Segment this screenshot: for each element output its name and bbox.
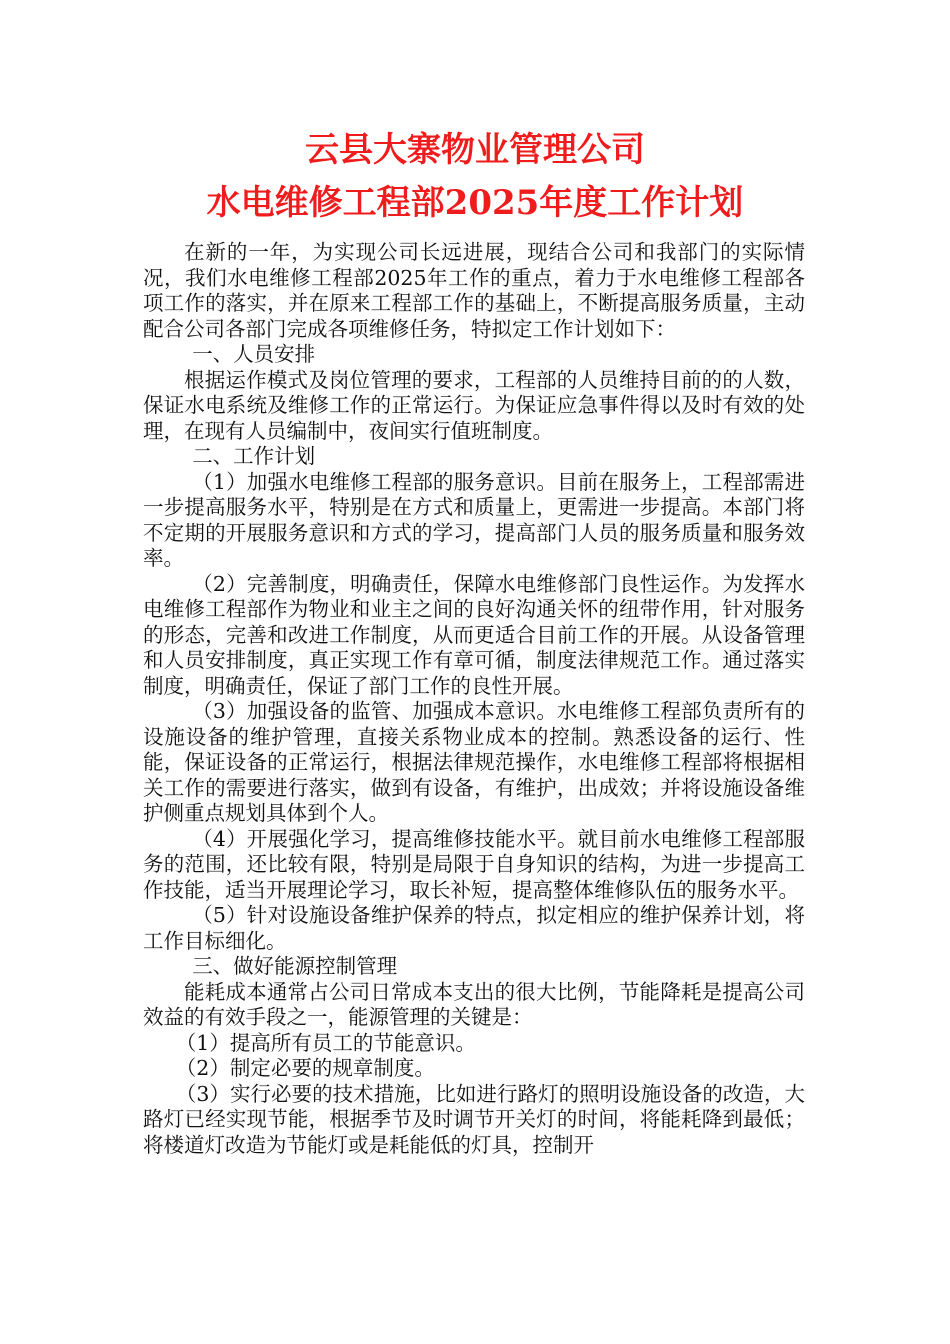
work-plan-item-5: （5）针对设施设备维护保养的特点，拟定相应的维护保养计划，将工作目标细化。	[143, 903, 805, 953]
paragraph-energy-intro: 能耗成本通常占公司日常成本支出的很大比例，节能降耗是提高公司效益的有效手段之一，能源管理的关键是：	[143, 979, 805, 1029]
work-plan-item-1: （1）加强水电维修工程部的服务意识。目前在服务上，工程部需进一步提高服务水平，特别是在方式和质量上，更需进一步提高。本部门将不定期的开展服务意识和方式的学习，提高部门人员的服务质量和服务效率。	[143, 469, 805, 570]
energy-item-3: （3）实行必要的技术措施，比如进行路灯的照明设施设备的改造，大路灯已经实现节能，根据季节及时调节开关灯的时间，将能耗降到最低；将楼道灯改造为节能灯或是耗能低的灯具，控制开	[143, 1081, 805, 1157]
section-heading-work-plan: 二、工作计划	[192, 444, 316, 468]
work-plan-item-4: （4）开展强化学习，提高维修技能水平。就目前水电维修工程部服务的范围，还比较有限，特别是局限于自身知识的结构，为进一步提高工作技能，适当开展理论学习，取长补短，提高整体维修队伍的服务水平。	[143, 826, 805, 902]
energy-item-1: （1）提高所有员工的节能意识。	[175, 1030, 476, 1055]
paragraph-intro: 在新的一年，为实现公司长远进展，现结合公司和我部门的实际情况，我们水电维修工程部2025年工作的重点，着力于水电维修工程部各项工作的落实，并在原来工程部工作的基础上，不断提高服务质量，主动配合公司各部门完成各项维修任务，特拟定工作计划如下：	[143, 240, 805, 341]
section-heading-energy: 三、做好能源控制管理	[192, 954, 398, 978]
energy-item-2: （2）制定必要的规章制度。	[175, 1056, 435, 1080]
section-heading-personnel: 一、人员安排	[192, 342, 316, 366]
work-plan-item-2: （2）完善制度，明确责任，保障水电维修部门良性运作。为发挥水电维修工程部作为物业和业主之间的良好沟通关怀的纽带作用，针对服务的形态，完善和改进工作制度，从而更适合目前工作的开展。从设备管理和人员安排制度，真正实现工作有章可循，制度法律规范工作。通过落实制度，明确责任，保证了部门工作的良性开展。	[143, 571, 805, 698]
document-body	[143, 240, 805, 1158]
paragraph-personnel: 根据运作模式及岗位管理的要求，工程部的人员维持目前的的人数，保证水电系统及维修工作的正常运行。为保证应急事件得以及时有效的处理，在现有人员编制中，夜间实行值班制度。	[143, 367, 805, 443]
work-plan-item-3: （3）加强设备的监管、加强成本意识。水电维修工程部负责所有的设施设备的维护管理，直接关系物业成本的控制。熟悉设备的运行、性能，保证设备的正常运行，根据法律规范操作，水电维修工程部将根据相关工作的需要进行落实，做到有设备，有维护，出成效；并将设施设备维护侧重点规划具体到个人。	[143, 699, 805, 825]
document-title-line2: 水电维修工程部2025年度工作计划	[206, 183, 744, 223]
document-title-line1: 云县大寨物业管理公司	[305, 130, 645, 170]
